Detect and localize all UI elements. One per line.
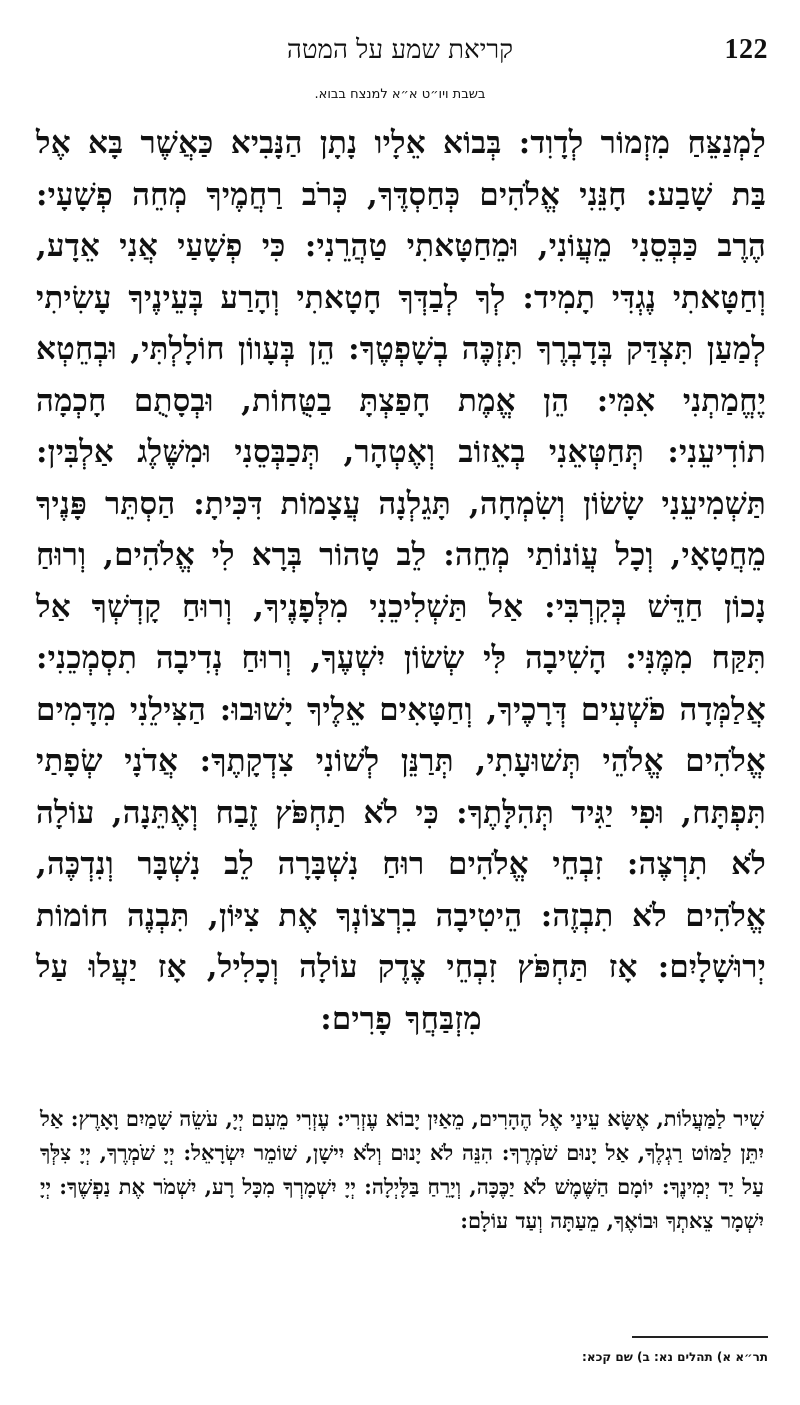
footnote-divider [632,1336,768,1338]
page-number: 122 [724,34,768,65]
footnote: תר״א א) תהלים נא: ב) שם קכא: [582,1350,768,1364]
running-title: קריאת שמע על המטה [286,35,514,65]
section-note: בשבת ויו״ט א״א למנצח בבוא. [314,87,486,102]
psalm-51-text: לַמְנַצֵּחַ מִזְמוֹר לְדָוִד: בְּבוֹא אֵלָיו נָתָן הַנָּבִיא כַּאֲשֶׁר בָּא אֶל בַּת שָׁבַע: חָנֵּנִי אֱלֹהִים כְּחַסְדֶּךָ, כְּרֹב רַחֲמֶיךָ מְחֵה פְשָׁעָי: הֶרֶב כַּבְּסֵנִי מֵעֲוֹנִי, וּמֵחַטָּאתִי טַהֲרֵנִי: כִּי פְשָׁעַי אֲנִי אֵדָע, וְחַטָּאתִי נֶגְדִּי תָמִיד: לְךָ לְבַדְּךָ חָטָאתִי וְהָרַע בְּעֵינֶיךָ עָשִׂיתִי לְמַעַן תִּצְדַּק בְּדָבְרֶךָ תִּזְכֶּה בְשָׁפְטֶךָ: הֵן בְּעָווֹן חוֹלָלְתִּי, וּבְחֵטְא יֶחֱמַתְנִי אִמִּי: הֵן אֱמֶת חָפַצְתָּ בַטֻּחוֹת, וּבְסָתֻם חָכְמָה תוֹדִיעֵנִי: תְּחַטְּאֵנִי בְאֵזוֹב וְאֶטְהָר, תְּכַבְּסֵנִי וּמִשֶּׁלֶג אַלְבִּין: תַּשְׁמִיעֵנִי שָׂשׂוֹן וְשִׂמְחָה, תָּגֵלְנָה עֲצָמוֹת דִּכִּיתָ: הַסְתֵּר פָּנֶיךָ מֵחֲטָאָי, וְכָל עֲוֹנוֹתַי מְחֵה: לֵב טָהוֹר בְּרָא לִי אֱלֹהִים, וְרוּחַ נָכוֹן חַדֵּשׁ בְּקִרְבִּי: אַל תַּשְׁלִיכֵנִי מִלְּפָנֶיךָ, וְרוּחַ קָדְשְׁךָ אַל תִּקַּח מִמֶּנִּי: הָשִׁיבָה לִּי שְׂשׂוֹן יִשְׁעֶךָ, וְרוּחַ נְדִיבָה תִסְמְכֵנִי: אֲלַמְּדָה פֹשְׁעִים דְּרָכֶיךָ, וְחַטָּאִים אֵלֶיךָ יָשׁוּבוּ: הַצִּילֵנִי מִדָּמִים אֱלֹהִים אֱלֹהֵי תְּשׁוּעָתִי, תְּרַנֵּן לְשׁוֹנִי צִדְקָתֶךָ: אֲדֹנָי שְׂפָתַי תִּפְתָּח, וּפִי יַגִּיד תְּהִלָּתֶךָ: כִּי לֹא תַחְפֹּץ זֶבַח וְאֶתֵּנָה, עוֹלָה לֹא תִרְצֶה: זִבְחֵי אֱלֹהִים רוּחַ נִשְׁבָּרָה לֵב נִשְׁבָּר וְנִדְכֶּה, אֱלֹהִים לֹא תִבְזֶה: הֵיטִיבָה בִרְצוֹנְךָ אֶת צִיּוֹן, תִּבְנֶה חוֹמוֹת יְרוּשָׁלָיִם: אָז תַּחְפֹּץ זִבְחֵי צֶדֶק עוֹלָה וְכָלִיל, אָז יַעֲלוּ עַל מִזְבַּחֲךָ פָרִים: [36,125,766,1037]
psalm-121-text: שִׁיר לַמַּעֲלוֹת, אֶשָּׂא עֵינַי אֶל הֶהָרִים, מֵאַיִן יָבוֹא עֶזְרִי: עֶזְרִי מֵעִם יְיָ, עֹשֵׂה שָׁמַיִם וָאָרֶץ: אַל יִתֵּן לַמּוֹט רַגְלֶךָ, אַל יָנוּם שֹׁמְרֶךָ: הִנֵּה לֹא יָנוּם וְלֹא יִישָׁן, שׁוֹמֵר יִשְׂרָאֵל: יְיָ שֹׁמְרֶךָ, יְיָ צִלְּךָ עַל יַד יְמִינֶךָ: יוֹמָם הַשֶּׁמֶשׁ לֹא יַכֶּכָּה, וְיָרֵחַ בַּלָּיְלָה: יְיָ יִשְׁמָרְךָ מִכָּל רָע, יִשְׁמֹר אֶת נַפְשֶׁךָ: יְיָ יִשְׁמָר צֵאתְךָ וּבוֹאֶךָ, מֵעַתָּה וְעַד עוֹלָם: [40,1106,764,1233]
